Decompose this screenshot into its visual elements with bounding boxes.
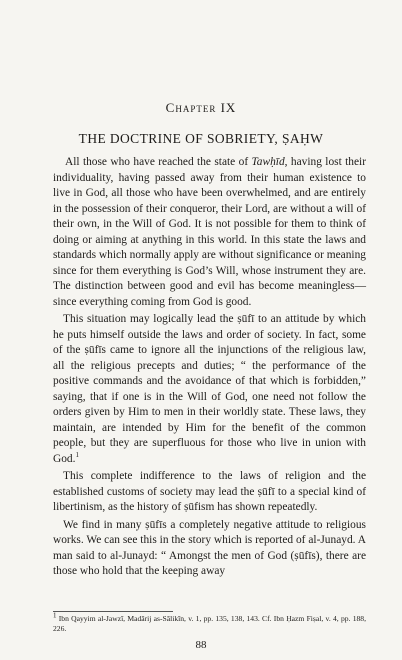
chapter-heading: Chapter IX [165, 100, 237, 115]
footnote-marker: 1 [75, 450, 79, 459]
paragraph [53, 155, 366, 310]
page-number: 88 [195, 639, 207, 651]
footnote [53, 611, 366, 634]
footnote-rule [53, 611, 173, 612]
paragraph-text: , having lost their individuality, having passed away from their human existence to live in God, all those who have been overwhelmed, and are entirely in the possession of their conqueror, their Lord, are without a will of their own, in the Will of God. It is not possible for them to think of doing or aiming at anything in this world. In this state the laws and standards which normally apply are without significance or meaning since for them everything is God’s Will, whose instrument they are. The distinction between good and evil has become meaningless—since everything coming from God is good. [53, 156, 366, 308]
footnote-text: Ibn Qayyim al-Jawzī, Madārij as-Sālikīn, v. 1, pp. 135, 138, 143. Cf. Ibn Ḥazm Fiṣal, v. 4, pp. 188, 226. [53, 614, 366, 633]
paragraph-text: All those who have reached the state of [65, 156, 252, 168]
footnote-number: 1 [53, 611, 57, 620]
paragraph [53, 312, 366, 467]
chapter-title: THE DOCTRINE OF SOBRIETY, ṢAḤW [78, 131, 324, 146]
paragraph-text: This situation may logically lead the ṣūfī to an attitude by which he puts himself outside the laws and order of society. In fact, some of the ṣūfīs came to ignore all the injunctions of the religious law, all the religious precepts and duties; “ the performance of the positive commands and the avoidance of that which is forbidden,” saying, that if one is in the Will of God, one need not follow the orders given by Him to men in their worldly state. These laws, they maintain, are intended by Him for the benefit of the common people, but they are superfluous for those who live in union with God. [53, 313, 366, 465]
paragraph [53, 518, 366, 580]
italic-term: Tawḥīd [251, 156, 285, 168]
paragraph-text: This complete indifference to the laws of religion and the established customs of society may lead the ṣūfī to a special kind of libertinism, as the history of ṣūfism has shown repeatedly. [53, 470, 366, 513]
paragraph-text: We find in many ṣūfīs a completely negative attitude to religious works. We can see this in the story which is reported of al-Junayd. A man said to al-Junayd: “ Amongst the men of God (ṣūfīs), there are those who hold that the keeping away [53, 518, 366, 577]
body-text [53, 155, 366, 582]
paragraph [53, 469, 366, 516]
